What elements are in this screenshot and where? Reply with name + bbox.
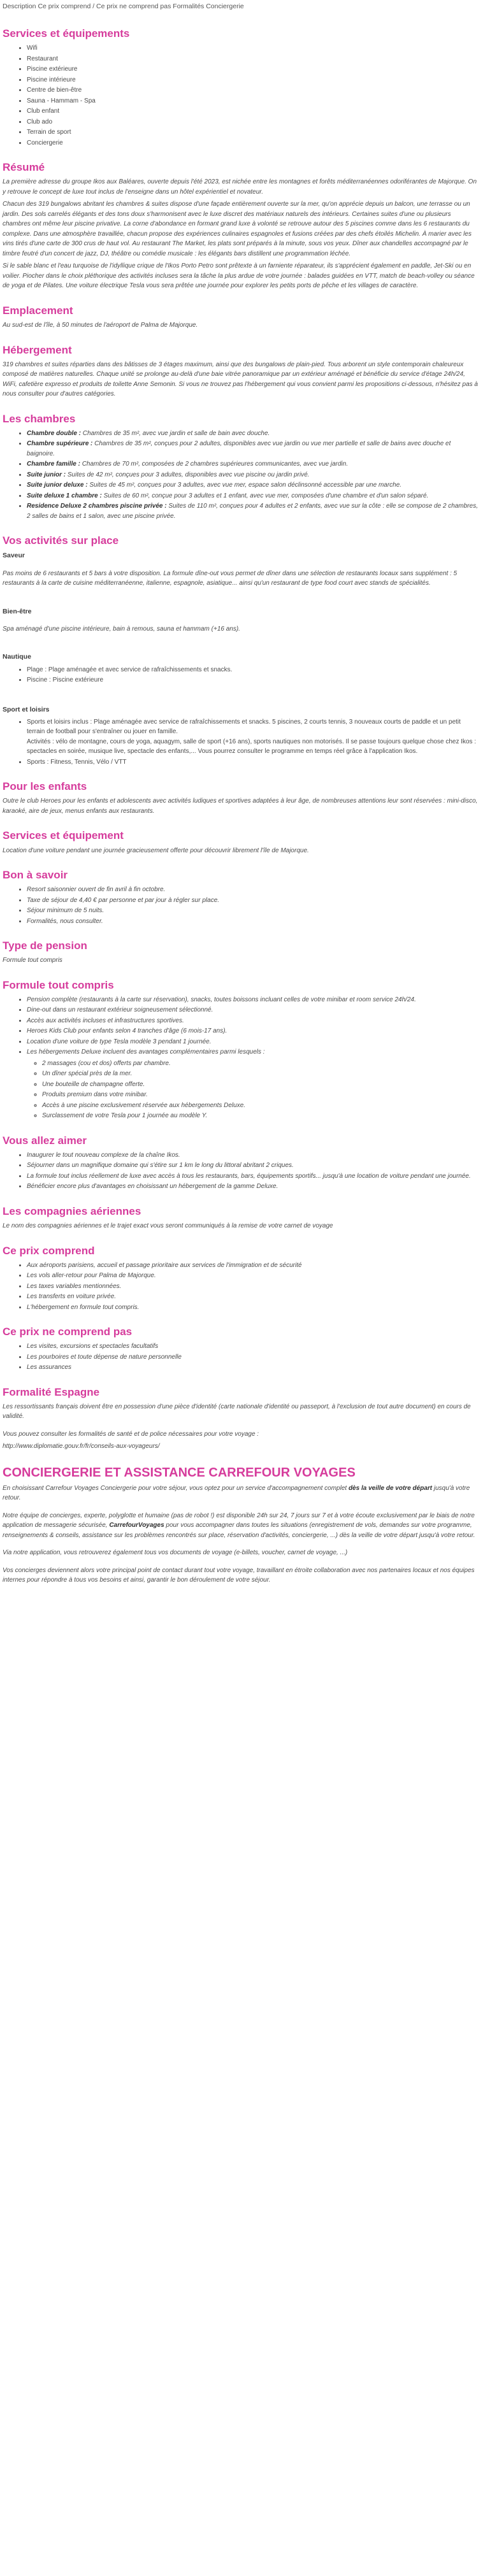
list-item: • Terrain de sport xyxy=(27,127,480,138)
list-item: • Bénéficier encore plus d'avantages en choisissant un hébergement de la gamme Deluxe. xyxy=(27,1182,480,1192)
list-item: ◦ 2 massages (cou et dos) offerts par chambre. xyxy=(42,1059,480,1069)
list-item xyxy=(27,1047,480,1121)
list-item: • Restaurant xyxy=(27,54,480,64)
deluxe-sublist xyxy=(27,1059,480,1121)
room-name: Suite junior deluxe : xyxy=(27,482,88,489)
room-desc: Chambres de 70 m², composées de 2 chambres supérieures communicantes, avec vue jardin. xyxy=(80,461,349,468)
sport-list xyxy=(3,717,480,768)
list-item: • Pension complète (restaurants à la carte sur réservation), snacks, toutes boissons incluant celles de votre minibar et room service 24h/24. xyxy=(27,995,480,1005)
services-list xyxy=(3,43,480,148)
room-desc: Suites de 60 m², conçue pour 3 adultes et 1 enfant, avec vue mer, composées d'une chambre et d'un salon séparé. xyxy=(101,492,429,499)
emplacement-text: Au sud-est de l'île, à 50 minutes de l'aéroport de Palma de Majorque. xyxy=(3,322,198,329)
ne-comprend-list xyxy=(3,1342,480,1373)
list-item xyxy=(27,459,480,469)
spacer xyxy=(3,689,480,696)
list-item: • Sports : Fitness, Tennis, Vélo / VTT xyxy=(27,757,480,768)
nautique-title: Nautique xyxy=(3,653,31,661)
spacer xyxy=(3,591,480,597)
bon-a-savoir-list xyxy=(3,885,480,926)
ne-comprend-title: Ce prix ne comprend pas xyxy=(3,1326,133,1338)
list-item: • Séjourner dans un magnifique domaine qui s'étire sur 1 km le long du littoral abritant 2 criques. xyxy=(27,1161,480,1171)
conciergerie-p1-end: jusqu'à votre retour. xyxy=(3,1484,470,1502)
resume-paragraph: Chacun des 319 bungalows abritant les chambres & suites dispose d'une façade entièrement ouverte sur la mer, qu'on apprécie depuis un balcon, une terrasse ou un jardin. Des sols carrelés élégants et des tons doux s'harmonisent avec le luxe discret des matériaux naturels des intérieurs. Certaines suites d'une ou plusieurs chambres ont même leur piscine privative. La corne d'abondance en formant grand luxe à volonté se retrouve autour des 5 piscines comme dans les 6 restaurants du complexe. Dans une atmosphère travaillée, chacun propose des expériences culinaires espagnoles et fusions créées par des chefs étoilés Michelin. À marier avec les vins tirés d'une carte de 300 crus de haut vol. Au restaurant The Market, les plats sont préparés à la minute, sous vos yeux. Dîner aux chandelles accompagné par le timbre feutré d'un concert de jazz, DJ, théâtre ou comédie musicale : les élégants bars distillent une programmation léchée. xyxy=(3,201,472,257)
list-item: • Les pourboires et toute dépense de nature personnelle xyxy=(27,1352,480,1363)
list-item: • Les vols aller-retour pour Palma de Majorque. xyxy=(27,1271,480,1281)
aimer-list xyxy=(3,1150,480,1192)
formalite-text: Les ressortissants français doivent être en possession d'une pièce d'identité (carte nationale d'identité ou passeport, à l'exclusion de tout autre document) en cours de validité. xyxy=(3,1403,471,1420)
list-item: • Les transferts en voiture privée. xyxy=(27,1292,480,1302)
compagnies-text: Le nom des compagnies aériennes et le trajet exact vous seront communiqués à la remise de votre carnet de voyage xyxy=(3,1222,333,1230)
list-item: • Centre de bien-être xyxy=(27,85,480,96)
list-item xyxy=(27,717,480,757)
breadcrumb[interactable]: Description Ce prix comprend / Ce prix ne comprend pas Formalités Conciergerie xyxy=(3,3,244,10)
list-item: • Club enfant xyxy=(27,106,480,117)
room-desc: Chambres de 35 m², avec vue jardin et salle de bain avec douche. xyxy=(81,429,270,437)
list-item xyxy=(27,491,480,501)
list-item: ◦ Une bouteille de champagne offerte. xyxy=(42,1080,480,1090)
chambres-list xyxy=(3,429,480,522)
diplomatie-link[interactable]: http://www.diplomatie.gouv.fr/fr/conseils-aux-voyageurs/ xyxy=(3,1443,160,1450)
sport-inclus-text: Sports et loisirs inclus : Plage aménagée avec service de rafraîchissements et snacks. 5 piscines, 2 courts tennis, 3 nouveaux courts de paddle et un petit terrain de football pour s'entraîner ou jouer en famille. xyxy=(27,718,461,736)
list-item: • Conciergerie xyxy=(27,138,480,148)
conciergerie-p1-bold: dès la veille de votre départ xyxy=(348,1484,433,1492)
services-title: Services et équipements xyxy=(3,27,130,40)
list-item: • Les assurances xyxy=(27,1363,480,1373)
sport-activites-text: Activités : vélo de montagne, cours de yoga, aquagym, salle de sport (+16 ans), sports nautiques non motorisés. Il se passe toujours quelque chose chez Ikos : spectacles en soirée, musique live, spectacle des enfants,... Vous pourrez consulter le programme en temps réel grâce à l'application Ikos. xyxy=(27,738,477,755)
room-name: Chambre double : xyxy=(27,429,82,437)
list-item: • Sauna - Hammam - Spa xyxy=(27,96,480,106)
room-name: Suite junior : xyxy=(27,471,66,478)
formalite-sante-text: Vous pouvez consulter les formalités de santé et de police nécessaires pour votre voyage : xyxy=(3,1430,259,1438)
sport-title: Sport et loisirs xyxy=(3,705,50,713)
conciergerie-p2-end: pour vous accompagner dans toutes les situations (enregistrement de vols, demandes sur votre programme, renseignements & conseils, assistance sur les problèmes rencontrés sur place, réservation d'activités, conciergerie, ...) dès la veille de votre départ jusqu'à votre retour. xyxy=(3,1522,475,1539)
bien-etre-title: Bien-être xyxy=(3,607,32,615)
list-item: ◦ Produits premium dans votre minibar. xyxy=(42,1090,480,1100)
formalite-title: Formalité Espagne xyxy=(3,1385,100,1398)
list-item: • Location d'une voiture de type Tesla modèle 3 pendant 1 journée. xyxy=(27,1037,480,1047)
aimer-title: Vous allez aimer xyxy=(3,1134,87,1147)
bon-a-savoir-title: Bon à savoir xyxy=(3,869,68,882)
room-name: Residence Deluxe 2 chambres piscine privée : xyxy=(27,503,167,510)
conciergerie-paragraph xyxy=(3,1511,480,1541)
list-item: • Accès aux activités incluses et infrastructures sportives. xyxy=(27,1016,480,1026)
list-item: • Les visites, excursions et spectacles facultatifs xyxy=(27,1342,480,1352)
list-item: • Aux aéroports parisiens, accueil et passage prioritaire aux services de l'immigration et de sécurité xyxy=(27,1261,480,1271)
resume-paragraph: La première adresse du groupe Ikos aux Baléares, ouverte depuis l'été 2023, est nichée entre les montagnes et forêts méditerranéennes odoriférantes de Majorque. On y retrouve le concept de luxe tout inclus de l'enseigne dans un hôtel expérientiel et novateur. xyxy=(3,178,477,196)
conciergerie-p2-start: Notre équipe de concierges, experte, polyglotte et humaine (pas de robot !) est disponible 24h sur 24, 7 jours sur 7 et à votre écoute exclusivement par le biais de notre application de messagerie sécurisée, xyxy=(3,1512,475,1529)
spacer xyxy=(3,636,480,643)
room-desc: Suites de 110 m², conçues pour 4 adultes et 2 enfants, avec vue sur la côte : elle se compose de 2 chambres, 2 salles de bains et 1 salon, avec une piscine privée. xyxy=(27,503,478,520)
conciergerie-p2-bold: CarrefourVoyages xyxy=(109,1522,164,1529)
list-item: • Plage : Plage aménagée et avec service de rafraîchissements et snacks. xyxy=(27,665,480,675)
room-desc: Suites de 45 m², conçues pour 3 adultes, avec vue mer, espace salon déclinsonné accessible par une marche. xyxy=(87,482,402,489)
list-item xyxy=(27,470,480,480)
chambres-title: Les chambres xyxy=(3,412,76,425)
list-item: ◦ Un dîner spécial près de la mer. xyxy=(42,1069,480,1079)
pension-title: Type de pension xyxy=(3,940,87,952)
list-item: • L'hébergement en formule tout compris. xyxy=(27,1303,480,1313)
list-item: ◦ Surclassement de votre Tesla pour 1 journée au modèle Y. xyxy=(42,1111,480,1121)
resume-title: Résumé xyxy=(3,161,45,174)
pension-text: Formule tout compris xyxy=(3,957,62,964)
room-name: Chambre supérieure : xyxy=(27,440,93,448)
room-name: Chambre famille : xyxy=(27,461,80,468)
deluxe-intro: Les hébergements Deluxe incluent des avantages complémentaires parmi lesquels : xyxy=(27,1048,265,1056)
list-item: • Resort saisonnier ouvert de fin avril à fin octobre. xyxy=(27,885,480,895)
comprend-title: Ce prix comprend xyxy=(3,1244,95,1257)
list-item: • Piscine : Piscine extérieure xyxy=(27,675,480,685)
room-desc: Chambres de 35 m², conçues pour 2 adultes, disponibles avec vue jardin ou vue mer partielle et salle de bains avec douche et baignoire. xyxy=(27,440,451,457)
list-item: • Piscine extérieure xyxy=(27,64,480,75)
resume-paragraph: Si le sable blanc et l'eau turquoise de l'idyllique crique de l'Ikos Porto Petro sont prêtexte à un farniente réparateur, ils s'apprécient également en paddle, Jet-Ski ou en voilier. Piocher dans le choix pléthorique des activités incluses sera la tâche la plus ardue de votre journée : balades guidées en VTT, match de beach-volley ou séance de yoga et de Pilates. Une voiture électrique Tesla vous sera prêtée une journée pour explorer les petits ports de pêche et les villages de caractère. xyxy=(3,262,475,290)
conciergerie-paragraph: Via notre application, vous retrouverez également tous vos documents de voyage (e-billets, voucher, carnet de voyage, ...) xyxy=(3,1549,348,1557)
room-desc: Suites de 42 m², conçues pour 3 adultes, disponibles avec vue piscine ou jardin privé. xyxy=(66,471,310,478)
hebergement-text: 319 chambres et suites réparties dans des bâtisses de 3 étages maximum, ainsi que des bungalows de plain-pied. Tous arborent un style contemporain chaleureux composé de matières naturelles. Chaque unité se prolonge au-delà d'une baie vitrée panoramique par un extérieur aménagé et bénéficie du service d'étage 24h/24, WiFi, cafetière expresso et produits de toilette Anne Semonin. Si vous ne trouvez pas l'hébergement qui vous convient parmi les propositions ci-dessous, n'hésitez pas à nous consulter pour d'autres catégories. xyxy=(3,361,478,398)
enfants-text: Outre le club Heroes pour les enfants et adolescents avec activités ludiques et sportives adaptées à leur âge, de nombreuses attentions leur sont réservées : mini-disco, karaoké, aire de jeux, menus enfants aux restaurants. xyxy=(3,798,478,815)
list-item xyxy=(27,439,480,459)
hebergement-title: Hébergement xyxy=(3,343,72,356)
list-item xyxy=(27,501,480,521)
comprend-list xyxy=(3,1261,480,1313)
list-item: • La formule tout inclus réellement de luxe avec accès à tous les restaurants, bars, équipements sportifs... jusqu'à une location de voiture pendant une journée. xyxy=(27,1171,480,1182)
list-item xyxy=(27,480,480,490)
enfants-title: Pour les enfants xyxy=(3,780,87,793)
formule-title: Formule tout compris xyxy=(3,978,114,991)
list-item: • Piscine intérieure xyxy=(27,75,480,85)
nautique-list xyxy=(3,665,480,685)
conciergerie-p1-start: En choisissant Carrefour Voyages Conciergerie pour votre séjour, vous optez pour un service d'accompagnement complet xyxy=(3,1484,349,1492)
list-item: • Heroes Kids Club pour enfants selon 4 tranches d'âge (6 mois-17 ans). xyxy=(27,1026,480,1036)
list-item: • Formalités, nous consulter. xyxy=(27,917,480,927)
services-equipement-title: Services et équipement xyxy=(3,829,124,842)
conciergerie-paragraph: Vos concierges deviennent alors votre principal point de contact durant tout votre voyage, travaillant en étroite collaboration avec nos partenaires locaux et nos équipes internes pour répondre à tous vos besoins et ainsi, garantir le bon déroulement de votre séjour. xyxy=(3,1566,475,1584)
list-item: • Wifi xyxy=(27,43,480,54)
compagnies-title: Les compagnies aériennes xyxy=(3,1205,141,1217)
list-item: • Séjour minimum de 5 nuits. xyxy=(27,906,480,916)
list-item xyxy=(27,429,480,439)
room-name: Suite deluxe 1 chambre : xyxy=(27,492,102,499)
list-item: • Inaugurer le tout nouveau complexe de la chaîne Ikos. xyxy=(27,1150,480,1161)
saveur-text: Pas moins de 6 restaurants et 5 bars à votre disposition. La formule dîne-out vous permet de dîner dans une sélection de restaurants locaux sans supplément : 5 restaurants à la carte de cuisine méditerranéenne, italienne, espagnole, asiatique... ainsi qu'un restaurant de type food court avec stands de spécialités. xyxy=(3,569,458,587)
formule-list xyxy=(3,995,480,1121)
saveur-title: Saveur xyxy=(3,552,25,560)
list-item: • Club ado xyxy=(27,117,480,127)
activites-title: Vos activités sur place xyxy=(3,534,119,547)
list-item: • Taxe de séjour de 4,40 € par personne et par jour à régler sur place. xyxy=(27,896,480,906)
bien-etre-text: Spa aménagé d'une piscine intérieure, bain à remous, sauna et hammam (+16 ans). xyxy=(3,625,240,633)
list-item: • Les taxes variables mentionnées. xyxy=(27,1282,480,1292)
list-item: • Dine-out dans un restaurant extérieur soigneusement sélectionné. xyxy=(27,1005,480,1015)
services-equipement-text: Location d'une voiture pendant une journée gracieusement offerte pour découvrir librement l'île de Majorque. xyxy=(3,847,309,854)
conciergerie-title: CONCIERGERIE ET ASSISTANCE CARREFOUR VOYAGES xyxy=(3,1465,356,1480)
list-item: ◦ Accès à une piscine exclusivement réservée aux hébergements Deluxe. xyxy=(42,1101,480,1111)
emplacement-title: Emplacement xyxy=(3,304,73,317)
conciergerie-paragraph xyxy=(3,1484,480,1503)
